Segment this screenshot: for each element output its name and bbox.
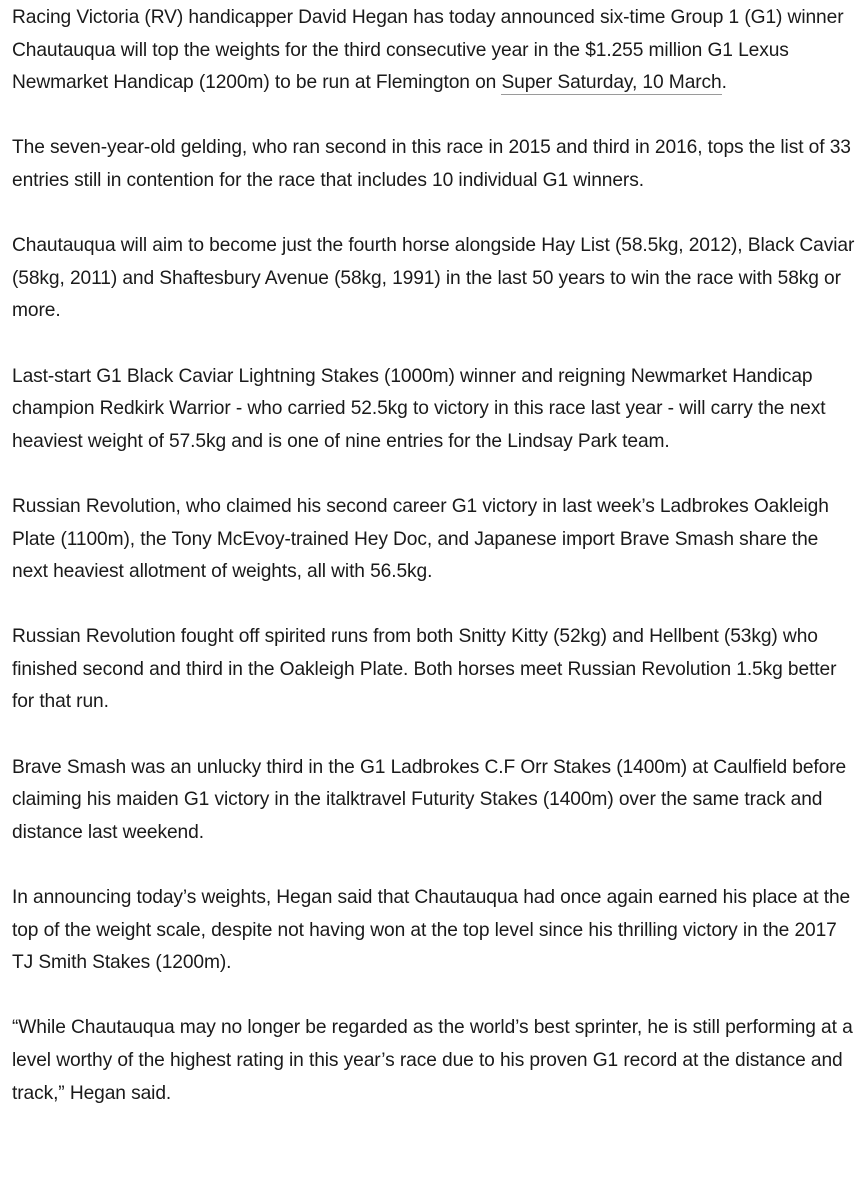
paragraph-9: “While Chautauqua may no longer be regarded as the world’s best sprinter, he is still performing at a level worthy of the highest rating in this year’s race due to his proven G1 record at the distance and track,” Hegan said. (12, 1017, 853, 1104)
paragraph-2: The seven-year-old gelding, who ran second in this race in 2015 and third in 2016, tops the list of 33 entries still in contention for the race that includes 10 individual G1 winners. (12, 137, 851, 191)
paragraph-1 (12, 2, 857, 100)
super-saturday-link[interactable]: Super Saturday, 10 March (501, 72, 722, 94)
paragraph-6: Russian Revolution fought off spirited runs from both Snitty Kitty (52kg) and Hellbent (53kg) who finished second and third in the Oakleigh Plate. Both horses meet Russian Revolution 1.5kg better for that run. (12, 626, 837, 713)
paragraph-7: Brave Smash was an unlucky third in the G1 Ladbrokes C.F Orr Stakes (1400m) at Caulfield before claiming his maiden G1 victory in the italktravel Futurity Stakes (1400m) over the same track and distance last weekend. (12, 756, 847, 843)
paragraph-8: In announcing today’s weights, Hegan said that Chautauqua had once again earned his place at the top of the weight scale, despite not having won at the top level since his thrilling victory in the 2017 TJ Smith Stakes (1200m). (12, 887, 851, 974)
article-body (12, 2, 857, 1143)
paragraph-4: Last-start G1 Black Caviar Lightning Stakes (1000m) winner and reigning Newmarket Handicap champion Redkirk Warrior - who carried 52.5kg to victory in this race last year - will carry the next heaviest weight of 57.5kg and is one of nine entries for the Lindsay Park team. (12, 365, 826, 452)
paragraph-3: Chautauqua will aim to become just the fourth horse alongside Hay List (58.5kg, 2012), Black Caviar (58kg, 2011) and Shaftesbury Avenue (58kg, 1991) in the last 50 years to win the race with 58kg or more. (12, 235, 855, 322)
paragraph-5: Russian Revolution, who claimed his second career G1 victory in last week’s Ladbrokes Oakleigh Plate (1100m), the Tony McEvoy-trained Hey Doc, and Japanese import Brave Smash share the next heaviest allotment of weights, all with 56.5kg. (12, 495, 829, 583)
paragraph-1-end: . (721, 72, 727, 94)
paragraph-1-text: Racing Victoria (RV) handicapper David Hegan has today announced six-time Group 1 (G1) winner Chautauqua will top the weights for the third consecutive year in the $1.255 million G1 Lexus Newmarket Handicap (1200m) to be run at Flemington on (12, 7, 844, 94)
